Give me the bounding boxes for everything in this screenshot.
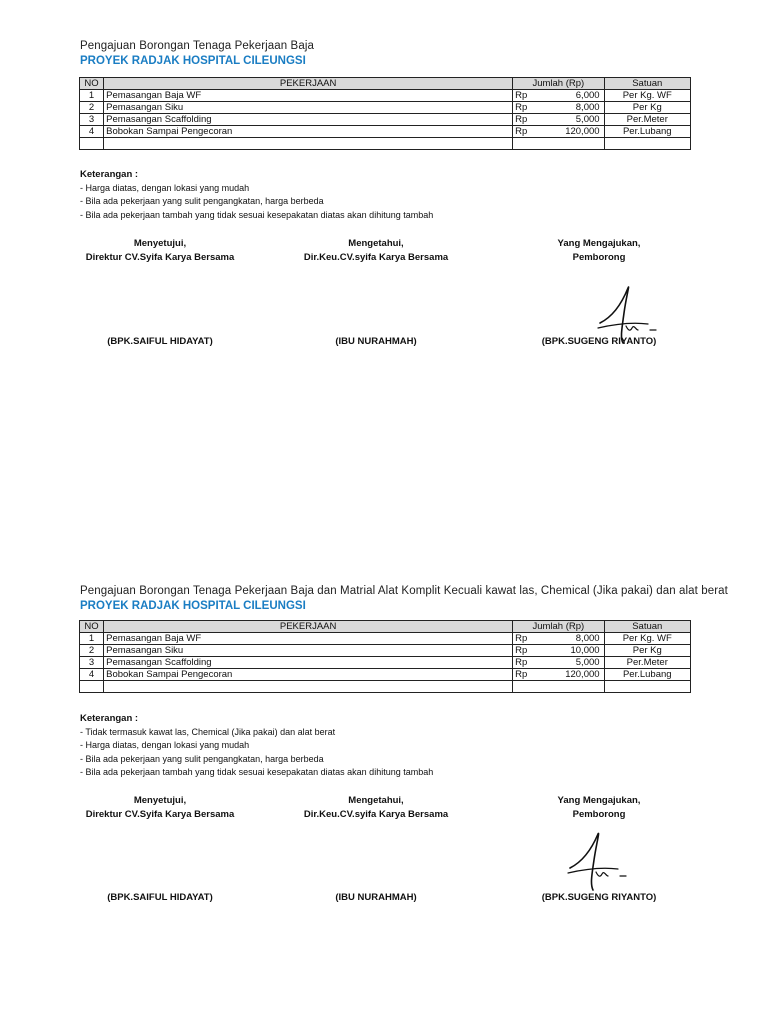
- row-amount: [513, 669, 604, 681]
- note-item: - Tidak termasuk kawat las, Chemical (Jika pakai) dan alat berat: [80, 726, 336, 737]
- signatory-name: (BPK.SAIFUL HIDAYAT): [107, 336, 213, 347]
- signature-submit: [499, 794, 699, 822]
- empty-cell: [604, 681, 690, 693]
- project-title: PROYEK RADJAK HOSPITAL CILEUNGSI: [80, 600, 306, 612]
- notes-heading: Keterangan :: [80, 713, 139, 724]
- signature-role: Mengetahui,: [348, 795, 404, 806]
- row-job: Pemasangan Siku: [104, 645, 513, 657]
- row-job: Pemasangan Baja WF: [104, 633, 513, 645]
- row-unit: Per Kg. WF: [604, 90, 690, 102]
- row-no: 4: [80, 669, 104, 681]
- empty-cell: [513, 681, 604, 693]
- signatory-name: (BPK.SUGENG RIYANTO): [541, 336, 657, 347]
- column-header-unit: Satuan: [604, 78, 690, 90]
- row-unit: Per.Lubang: [604, 669, 690, 681]
- row-job: Pemasangan Scaffolding: [104, 114, 513, 126]
- row-job: Pemasangan Baja WF: [104, 90, 513, 102]
- row-amount: [513, 633, 604, 645]
- row-amount: [513, 645, 604, 657]
- row-unit: Per.Meter: [604, 114, 690, 126]
- signature-position: Dir.Keu.CV.syifa Karya Bersama: [303, 809, 449, 820]
- document-title: Pengajuan Borongan Tenaga Pekerjaan Baja: [80, 40, 314, 52]
- row-unit: Per Kg: [604, 645, 690, 657]
- column-header-no: NO: [80, 78, 104, 90]
- signatory-name: (IBU NURAHMAH): [335, 892, 417, 903]
- table-row: [80, 645, 691, 657]
- signature-role: Menyetujui,: [133, 795, 187, 806]
- note-item: - Bila ada pekerjaan yang sulit pengangkatan, harga berbeda: [80, 753, 324, 764]
- signature-role: Yang Mengajukan,: [557, 795, 641, 806]
- signatory-name: (IBU NURAHMAH): [335, 336, 417, 347]
- signature-position: Pemborong: [572, 252, 626, 263]
- amount-value: 120,000: [565, 126, 600, 137]
- column-header-job: PEKERJAAN: [104, 621, 513, 633]
- row-no: 1: [80, 633, 104, 645]
- row-no: 4: [80, 126, 104, 138]
- amount-value: 8,000: [575, 102, 600, 113]
- row-amount: [513, 657, 604, 669]
- currency-label: Rp: [515, 126, 528, 137]
- currency-label: Rp: [515, 633, 528, 644]
- signature-position: Direktur CV.Syifa Karya Bersama: [85, 809, 235, 820]
- note-item: - Harga diatas, dengan lokasi yang mudah: [80, 740, 250, 750]
- column-header-amount: Jumlah (Rp): [513, 621, 604, 633]
- note-item: - Bila ada pekerjaan tambah yang tidak sesuai kesepakatan diatas akan dihitung tambah: [80, 209, 434, 220]
- row-no: 3: [80, 114, 104, 126]
- row-no: 2: [80, 102, 104, 114]
- column-header-amount: Jumlah (Rp): [513, 78, 604, 90]
- signature-acknowledge: [276, 794, 476, 822]
- row-no: 3: [80, 657, 104, 669]
- signature-approve: [60, 794, 260, 822]
- notes-heading: Keterangan :: [80, 169, 139, 180]
- empty-cell: [80, 681, 104, 693]
- amount-value: 5,000: [575, 114, 600, 125]
- signature-role: Menyetujui,: [133, 238, 187, 249]
- currency-label: Rp: [515, 645, 528, 656]
- column-header-job: PEKERJAAN: [104, 78, 513, 90]
- row-job: Bobokan Sampai Pengecoran: [104, 126, 513, 138]
- row-unit: Per Kg: [604, 102, 690, 114]
- signature-role: Yang Mengajukan,: [557, 238, 641, 249]
- table-row: [80, 633, 691, 645]
- empty-cell: [104, 681, 513, 693]
- column-header-no: NO: [80, 621, 104, 633]
- row-job: Bobokan Sampai Pengecoran: [104, 669, 513, 681]
- column-header-unit: Satuan: [604, 621, 690, 633]
- price-table: [79, 620, 691, 693]
- signature-position: Dir.Keu.CV.syifa Karya Bersama: [303, 252, 449, 263]
- note-item: - Bila ada pekerjaan tambah yang tidak sesuai kesepakatan diatas akan dihitung tambah: [80, 767, 434, 777]
- row-job: Pemasangan Scaffolding: [104, 657, 513, 669]
- currency-label: Rp: [515, 90, 528, 101]
- table-row-empty: [80, 681, 691, 693]
- row-unit: Per.Meter: [604, 657, 690, 669]
- table-header-row: [80, 621, 691, 633]
- currency-label: Rp: [515, 102, 528, 113]
- signature-position: Pemborong: [572, 809, 626, 820]
- amount-value: 8,000: [575, 633, 600, 644]
- row-job: Pemasangan Siku: [104, 102, 513, 114]
- document-title: Pengajuan Borongan Tenaga Pekerjaan Baja dan Matrial Alat Komplit Kecuali kawat las, Chemical (Jika pakai) dan alat berat: [80, 585, 728, 597]
- row-no: 2: [80, 645, 104, 657]
- row-unit: Per Kg. WF: [604, 633, 690, 645]
- note-item: - Bila ada pekerjaan yang sulit pengangkatan, harga berbeda: [80, 196, 324, 206]
- project-title: PROYEK RADJAK HOSPITAL CILEUNGSI: [80, 55, 306, 67]
- currency-label: Rp: [515, 669, 528, 680]
- row-unit: Per.Lubang: [604, 126, 690, 138]
- handwritten-signature-icon: [560, 828, 640, 898]
- signature-position: Direktur CV.Syifa Karya Bersama: [85, 252, 235, 263]
- signatory-name: (BPK.SUGENG RIYANTO): [541, 892, 657, 903]
- amount-value: 5,000: [575, 657, 600, 668]
- currency-label: Rp: [515, 657, 528, 668]
- amount-value: 120,000: [565, 669, 600, 680]
- notes-block: [80, 712, 433, 780]
- row-no: 1: [80, 90, 104, 102]
- signatory-name: (BPK.SAIFUL HIDAYAT): [107, 892, 213, 903]
- signature-role: Mengetahui,: [348, 238, 404, 249]
- amount-value: 10,000: [570, 645, 600, 656]
- amount-value: 6,000: [575, 90, 600, 101]
- note-item: - Harga diatas, dengan lokasi yang mudah: [80, 182, 250, 193]
- table-row: [80, 669, 691, 681]
- currency-label: Rp: [515, 114, 528, 125]
- table-row: [80, 657, 691, 669]
